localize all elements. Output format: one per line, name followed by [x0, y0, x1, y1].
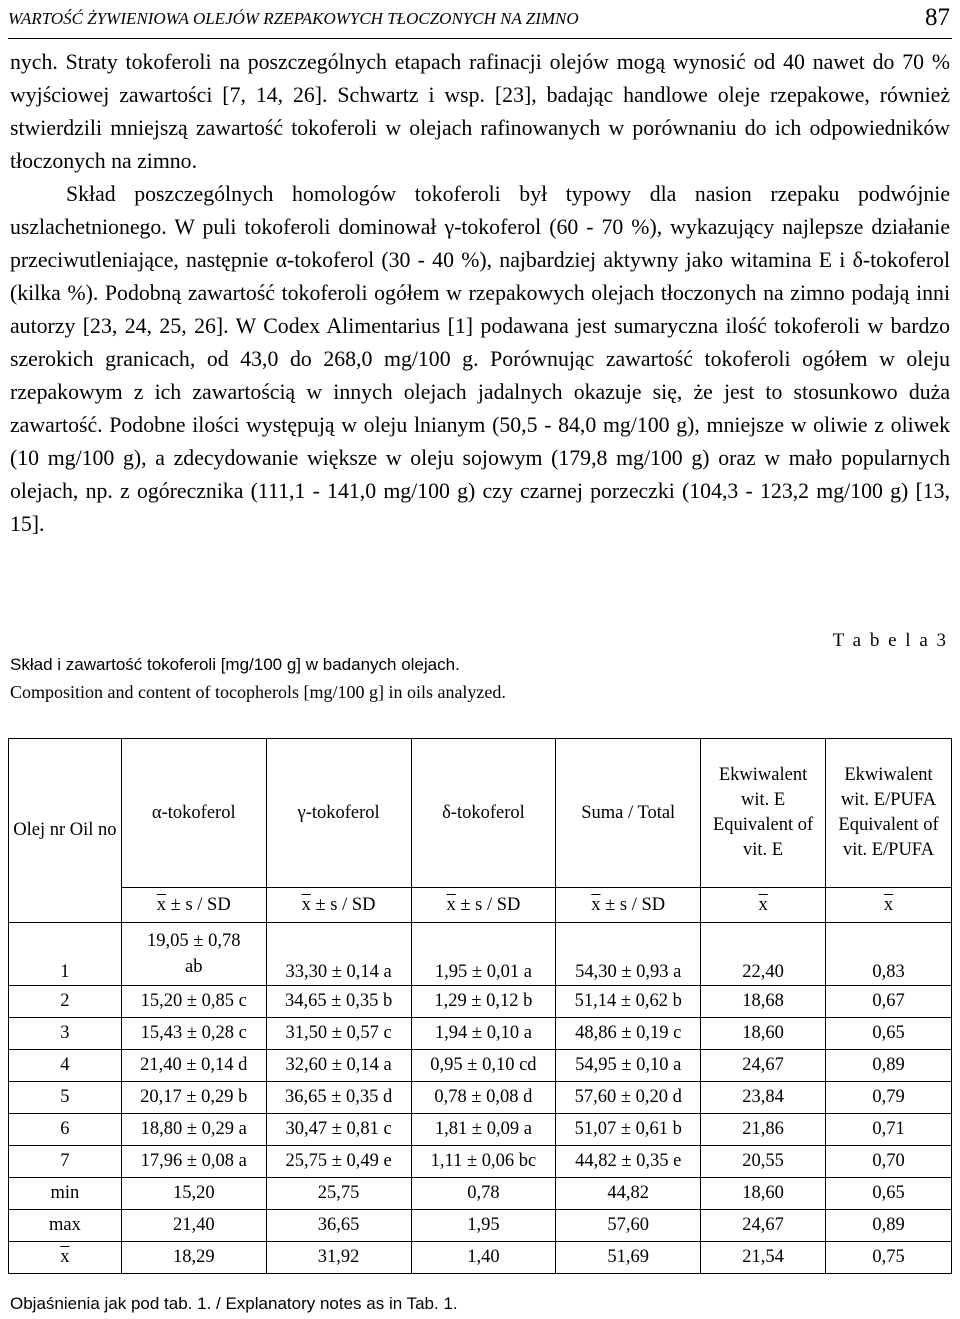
cell-total: 57,60 — [556, 1210, 701, 1242]
cell-total: 54,30 ± 0,93 a — [556, 923, 701, 986]
header-total: Suma / Total — [556, 739, 701, 888]
cell-vit-e: 20,55 — [701, 1146, 826, 1178]
cell-vit-e-pufa: 0,83 — [826, 923, 952, 986]
cell-vit-e: 18,60 — [701, 1178, 826, 1210]
cell-vit-e: 21,86 — [701, 1114, 826, 1146]
cell-alpha: 17,96 ± 0,08 a — [121, 1146, 266, 1178]
subheader-delta: $\overline{x} \pm s$ / SD — [411, 888, 556, 923]
cell-vit-e-pufa: 0,70 — [826, 1146, 952, 1178]
cell-oil: min — [9, 1178, 122, 1210]
table-label: T a b e l a 3 — [832, 630, 948, 651]
paragraph-2: Skład poszczególnych homologów tokoferoli był typowy dla nasion rzepaku podwójnie uszlachetnionego. W puli tokoferoli dominował γ-tokoferol (60 - 70 %), wykazujący najlepsze działanie przeciwutleniające, następnie α-tokoferol (30 - 40 %), najbardziej aktywny jako witamina E i δ-tokoferol (kilka %). Podobną zawartość tokoferoli ogółem w rzepakowych olejach tłoczonych na zimno podają inni autorzy [23, 24, 25, 26]. W Codex Alimentarius [1] podawana jest sumaryczna ilość tokoferoli w bardzo szerokich granicach, od 43,0 do 268,0 mg/100 g. Porównując zawartość tokoferoli ogółem w oleju rzepakowym z ich zawartością w innych olejach jadalnych okazuje się, że jest to stosunkowo duża zawartość. Podobne ilości występują w oleju lnianym (50,5 - 84,0 mg/100 g), mniejsze w oliwie z oliwek (10 mg/100 g), a zdecydowanie większe w oleju sojowym (179,8 mg/100 g) oraz w mało popularnych olejach, np. z ogórecznika (111,1 - 141,0 mg/100 g) czy czarnej porzeczki (104,3 - 123,2 mg/100 g) [13, 15]. — [10, 182, 950, 536]
table-row — [9, 1114, 952, 1146]
cell-gamma: 32,60 ± 0,14 a — [266, 1050, 411, 1082]
header-gamma: γ-tokoferol — [266, 739, 411, 888]
page-number: 87 — [925, 4, 950, 31]
cell-gamma: 33,30 ± 0,14 a — [266, 923, 411, 986]
subheader-total: $\overline{x} \pm s$ / SD — [556, 888, 701, 923]
cell-vit-e: 24,67 — [701, 1210, 826, 1242]
cell-oil: max — [9, 1210, 122, 1242]
cell-alpha: 15,20 — [121, 1178, 266, 1210]
cell-gamma: 30,47 ± 0,81 c — [266, 1114, 411, 1146]
cell-total: 51,69 — [556, 1242, 701, 1274]
table-caption-pl: Skład i zawartość tokoferoli [mg/100 g] w badanych olejach. — [10, 655, 460, 674]
cell-total: 51,07 ± 0,61 b — [556, 1114, 701, 1146]
cell-total: 44,82 ± 0,35 e — [556, 1146, 701, 1178]
table-header-row — [9, 739, 952, 888]
cell-alpha: 18,29 — [121, 1242, 266, 1274]
table-row-max — [9, 1210, 952, 1242]
cell-vit-e-pufa: 0,75 — [826, 1242, 952, 1274]
running-title: WARTOŚĆ ŻYWIENIOWA OLEJÓW RZEPAKOWYCH TŁOCZONYCH NA ZIMNO — [8, 9, 579, 28]
cell-alpha: 15,43 ± 0,28 c — [121, 1018, 266, 1050]
subheader-gamma: $\overline{x} \pm s$ / SD — [266, 888, 411, 923]
cell-vit-e-pufa: 0,71 — [826, 1114, 952, 1146]
cell-gamma: 25,75 ± 0,49 e — [266, 1146, 411, 1178]
cell-alpha: 21,40 — [121, 1210, 266, 1242]
paragraph-1: nych. Straty tokoferoli na poszczególnych etapach rafinacji olejów mogą wynosić od 40 nawet do 70 % wyjściowej zawartości [7, 14, 26]. Schwartz i wsp. [23], badając handlowe oleje rzepakowe, również stwierdzili mniejszą zawartość tokoferoli w olejach rafinowanych w porównaniu do ich odpowiedników tłoczonych na zimno. — [10, 50, 950, 173]
cell-delta: 1,95 — [411, 1210, 556, 1242]
cell-vit-e: 22,40 — [701, 923, 826, 986]
cell-delta: 1,29 ± 0,12 b — [411, 986, 556, 1018]
table-row-min — [9, 1178, 952, 1210]
cell-vit-e: 18,68 — [701, 986, 826, 1018]
cell-alpha: 19,05 ± 0,78 ab — [121, 923, 266, 986]
table-subheader-row — [9, 888, 952, 923]
table-row — [9, 923, 952, 986]
tocopherol-table — [8, 738, 952, 1274]
header-vit-e-pufa: Ekwiwalent wit. E/PUFA Equivalent of vit. E/PUFA — [826, 739, 952, 888]
cell-alpha: 20,17 ± 0,29 b — [121, 1082, 266, 1114]
cell-vit-e: 24,67 — [701, 1050, 826, 1082]
cell-delta: 0,78 ± 0,08 d — [411, 1082, 556, 1114]
cell-gamma: 36,65 — [266, 1210, 411, 1242]
table-caption-en: Composition and content of tocopherols [mg/100 g] in oils analyzed. — [10, 682, 506, 702]
cell-delta: 1,81 ± 0,09 a — [411, 1114, 556, 1146]
cell-gamma: 31,50 ± 0,57 c — [266, 1018, 411, 1050]
cell-vit-e-pufa: 0,79 — [826, 1082, 952, 1114]
table-row — [9, 1082, 952, 1114]
cell-total: 48,86 ± 0,19 c — [556, 1018, 701, 1050]
cell-delta: 1,40 — [411, 1242, 556, 1274]
cell-delta: 1,11 ± 0,06 bc — [411, 1146, 556, 1178]
table-row — [9, 1146, 952, 1178]
header-oil-no: Olej nr Oil no — [9, 739, 122, 923]
cell-gamma: 31,92 — [266, 1242, 411, 1274]
header-delta: δ-tokoferol — [411, 739, 556, 888]
cell-oil: 1 — [9, 923, 122, 986]
cell-oil: 4 — [9, 1050, 122, 1082]
cell-delta: 0,95 ± 0,10 cd — [411, 1050, 556, 1082]
cell-oil: 5 — [9, 1082, 122, 1114]
table-row — [9, 986, 952, 1018]
cell-gamma: 25,75 — [266, 1178, 411, 1210]
table-footnote: Objaśnienia jak pod tab. 1. / Explanatory notes as in Tab. 1. — [10, 1294, 458, 1313]
cell-vit-e-pufa: 0,89 — [826, 1210, 952, 1242]
body-text — [10, 46, 950, 541]
cell-delta: 1,95 ± 0,01 a — [411, 923, 556, 986]
cell-oil: 7 — [9, 1146, 122, 1178]
cell-delta: 1,94 ± 0,10 a — [411, 1018, 556, 1050]
cell-vit-e-pufa: 0,65 — [826, 1178, 952, 1210]
table-row — [9, 1018, 952, 1050]
cell-alpha: 15,20 ± 0,85 c — [121, 986, 266, 1018]
cell-total: 57,60 ± 0,20 d — [556, 1082, 701, 1114]
cell-vit-e: 18,60 — [701, 1018, 826, 1050]
subheader-vit-e-pufa: $\overline{x}$ — [826, 888, 952, 923]
subheader-vit-e: $\overline{x}$ — [701, 888, 826, 923]
cell-vit-e: 23,84 — [701, 1082, 826, 1114]
cell-gamma: 36,65 ± 0,35 d — [266, 1082, 411, 1114]
cell-total: 44,82 — [556, 1178, 701, 1210]
header-vit-e: Ekwiwalent wit. E Equivalent of vit. E — [701, 739, 826, 888]
table-row-mean — [9, 1242, 952, 1274]
cell-vit-e-pufa: 0,67 — [826, 986, 952, 1018]
table-row — [9, 1050, 952, 1082]
cell-total: 51,14 ± 0,62 b — [556, 986, 701, 1018]
cell-alpha: 18,80 ± 0,29 a — [121, 1114, 266, 1146]
running-header — [8, 4, 952, 39]
cell-oil: 2 — [9, 986, 122, 1018]
cell-delta: 0,78 — [411, 1178, 556, 1210]
cell-oil: 6 — [9, 1114, 122, 1146]
cell-oil: $\overline{x}$ — [9, 1242, 122, 1274]
cell-gamma: 34,65 ± 0,35 b — [266, 986, 411, 1018]
cell-vit-e-pufa: 0,65 — [826, 1018, 952, 1050]
cell-alpha: 21,40 ± 0,14 d — [121, 1050, 266, 1082]
cell-vit-e-pufa: 0,89 — [826, 1050, 952, 1082]
cell-total: 54,95 ± 0,10 a — [556, 1050, 701, 1082]
cell-oil: 3 — [9, 1018, 122, 1050]
cell-vit-e: 21,54 — [701, 1242, 826, 1274]
subheader-alpha: $\overline{x} \pm s$ / SD — [121, 888, 266, 923]
header-alpha: α-tokoferol — [121, 739, 266, 888]
